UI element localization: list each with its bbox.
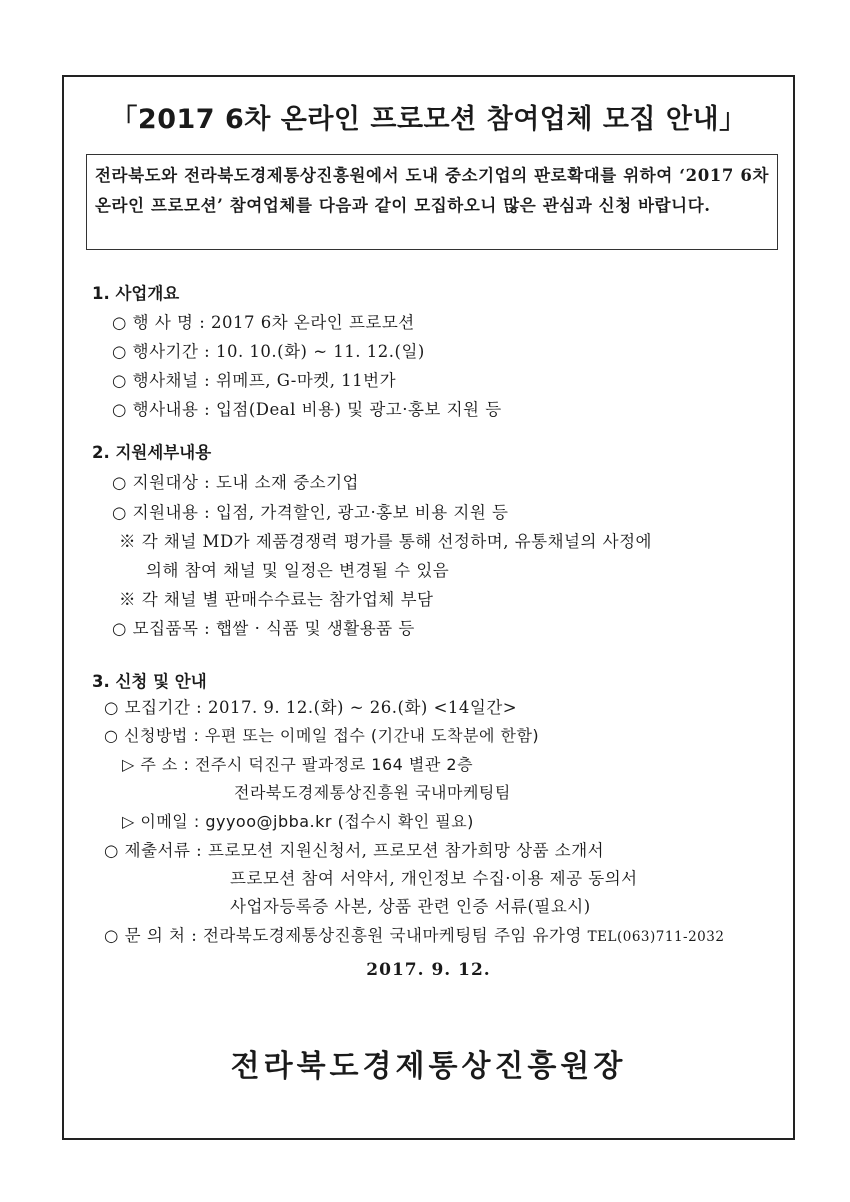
mail-address: ▷ 주 소 : 전주시 덕진구 팔과정로 164 별관 2층 <box>122 755 474 774</box>
section1-heading: 1. 사업개요 <box>92 284 180 303</box>
issuer-name: 전라북도경제통상진흥원장 <box>230 1049 627 1084</box>
event-period: ○ 행사기간 : 10. 10.(화) ~ 11. 12.(일) <box>112 342 425 361</box>
required-docs: ○ 제출서류 : 프로모션 지원신청서, 프로모션 참가희망 상품 소개서 <box>104 841 605 860</box>
recruit-period: ○ 모집기간 : 2017. 9. 12.(화) ~ 26.(화) <14일간> <box>104 698 518 717</box>
notice-date: 2017. 9. 12. <box>366 960 491 980</box>
note-md-selection: ※ 각 채널 MD가 제품경쟁력 평가를 통해 선정하며, 유통채널의 사정에 <box>119 532 652 551</box>
apply-email: ▷ 이메일 : gyyoo@jbba.kr (접수시 확인 필요) <box>122 812 474 831</box>
required-docs-3: 사업자등록증 사본, 상품 관련 인증 서류(필요시) <box>230 897 591 916</box>
support-content: ○ 지원내용 : 입점, 가격할인, 광고·홍보 비용 지원 등 <box>112 503 509 522</box>
note-md-selection-cont: 의해 참여 채널 및 일정은 변경될 수 있음 <box>146 561 450 580</box>
intro-box <box>86 154 778 250</box>
event-name: ○ 행 사 명 : 2017 6차 온라인 프로모션 <box>112 313 415 332</box>
intro-text: 전라북도와 전라북도경제통상진흥원에서 도내 중소기업의 판로확대를 위하여 ‘2017 6차 온라인 프로모션’ 참여업체를 다음과 같이 모집하오니 많은 관심과 신청 바랍니다. <box>95 166 769 215</box>
contact-person: ○ 문 의 처 : 전라북도경제통상진흥원 국내마케팅팀 주임 유가영 <box>104 926 582 945</box>
apply-method: ○ 신청방법 : 우편 또는 이메일 접수 (기간내 도착분에 한함) <box>104 726 540 745</box>
recruit-items: ○ 모집품목 : 햅쌀 · 식품 및 생활용품 등 <box>112 619 415 638</box>
note-commission: ※ 각 채널 별 판매수수료는 참가업체 부담 <box>119 590 434 609</box>
contact-tel: TEL(063)711-2032 <box>587 929 725 945</box>
notice-frame <box>62 75 795 1140</box>
section2-heading: 2. 지원세부내용 <box>92 443 212 462</box>
event-channels: ○ 행사채널 : 위메프, G-마켓, 11번가 <box>112 371 397 390</box>
notice-title: 「2017 6차 온라인 프로모션 참여업체 모집 안내」 <box>110 104 747 135</box>
support-target: ○ 지원대상 : 도내 소재 중소기업 <box>112 473 359 492</box>
event-content: ○ 행사내용 : 입점(Deal 비용) 및 광고·홍보 지원 등 <box>112 400 502 419</box>
section3-heading: 3. 신청 및 안내 <box>92 672 207 691</box>
contact-info <box>104 922 724 946</box>
mail-recipient: 전라북도경제통상진흥원 국내마케팅팀 <box>234 783 511 802</box>
required-docs-2: 프로모션 참여 서약서, 개인정보 수집·이용 제공 동의서 <box>230 869 638 888</box>
